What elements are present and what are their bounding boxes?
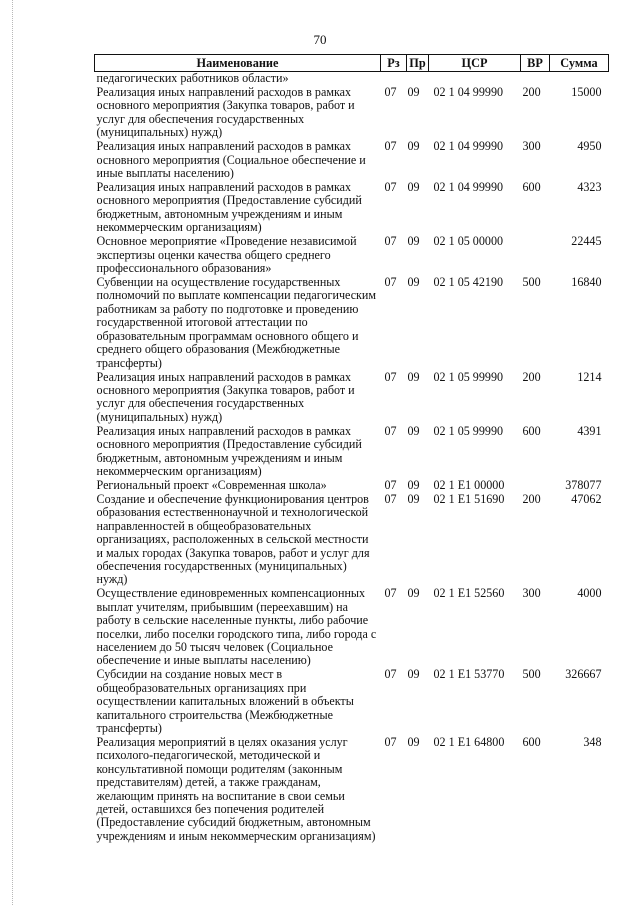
row-csr: 02 1 E1 51690 — [433, 491, 505, 506]
header-name: Наименование — [95, 55, 381, 72]
page-number: 70 — [313, 32, 327, 47]
row-rz — [381, 72, 407, 87]
row-vr: 600 — [522, 735, 541, 750]
row-vr: 300 — [522, 139, 541, 154]
row-csr: 02 1 05 99990 — [433, 423, 504, 438]
table-row — [95, 235, 609, 276]
row-csr: 02 1 E1 52560 — [433, 586, 505, 601]
row-csr: 02 1 E1 00000 — [433, 477, 505, 492]
row-pr: 09 — [407, 423, 420, 438]
header-pr: Пр — [407, 55, 429, 72]
table-row — [95, 425, 609, 479]
row-vr — [521, 235, 550, 276]
row-sum: 4950 — [577, 139, 602, 154]
row-sum: 4323 — [577, 180, 602, 195]
table-row — [95, 140, 609, 181]
row-pr: 09 — [407, 667, 420, 682]
row-pr: 09 — [407, 491, 420, 506]
row-vr: 500 — [522, 667, 541, 682]
row-sum: 348 — [583, 735, 602, 750]
row-name: Субвенции на осуществление государственных полномочий по выплате компенсации педагогическим работникам за работу по подготовке и проведению государственной итоговой аттестации по образовательным программам основного общего и среднего общего образования (Межбюджетные трансферты) — [96, 275, 377, 370]
row-sum: 326667 — [565, 667, 602, 682]
row-name: Реализация иных направлений расходов в рамках основного мероприятия (Закупка товаров, работ и услуг для обеспечения государственных (муниципальных) нужд) — [96, 369, 355, 424]
row-sum — [550, 72, 609, 87]
table-row — [95, 181, 609, 235]
row-rz: 07 — [384, 735, 397, 750]
row-name: Осуществление единовременных компенсационных выплат учителям, прибывшим (переехавшим) на работу в сельские населенные пункты, либо рабочие поселки, либо поселки городского типа, либо города с населением до 50 тысяч человек (Социальное обеспечение и иные выплаты населению) — [96, 586, 377, 668]
budget-table — [94, 54, 609, 844]
row-sum: 378077 — [565, 477, 602, 492]
header-vr: ВР — [521, 55, 550, 72]
table-row — [95, 276, 609, 370]
table-row — [95, 72, 609, 87]
table-body — [95, 72, 609, 844]
row-pr: 09 — [407, 586, 420, 601]
row-csr: 02 1 04 99990 — [433, 85, 504, 99]
row-name: Основное мероприятие «Проведение независимой экспертизы оценки качества общего среднего профессионального образования» — [96, 234, 357, 276]
row-pr: 09 — [407, 85, 420, 99]
row-rz: 07 — [384, 85, 397, 99]
row-rz: 07 — [384, 275, 397, 290]
row-sum: 15000 — [571, 85, 602, 99]
row-vr: 500 — [522, 275, 541, 290]
row-pr: 09 — [407, 275, 420, 290]
table-row — [95, 371, 609, 425]
table-row — [95, 587, 609, 668]
row-sum: 4391 — [577, 423, 602, 438]
table-row — [95, 86, 609, 140]
table-header — [95, 55, 609, 72]
row-csr: 02 1 E1 53770 — [433, 667, 505, 682]
scan-left-edge — [12, 0, 13, 905]
row-pr: 09 — [407, 139, 420, 154]
row-vr: 200 — [522, 85, 541, 99]
row-name: Региональный проект «Современная школа» — [96, 477, 327, 492]
row-sum: 4000 — [577, 586, 602, 601]
row-sum: 22445 — [571, 234, 602, 249]
row-vr: 200 — [522, 369, 541, 384]
row-sum: 47062 — [571, 491, 602, 506]
row-pr: 09 — [407, 477, 420, 492]
row-vr: 200 — [522, 491, 541, 506]
row-vr — [521, 479, 550, 493]
row-pr: 09 — [407, 234, 420, 249]
row-vr: 600 — [522, 423, 541, 438]
row-name: Реализация иных направлений расходов в рамках основного мероприятия (Предоставление субсидий бюджетным, автономным учреждениям и иным некоммерческим организациям) — [96, 423, 362, 478]
table-row — [95, 736, 609, 844]
row-sum: 1214 — [577, 369, 602, 384]
row-name: Реализация иных направлений расходов в рамках основного мероприятия (Социальное обеспечение и иные выплаты населению) — [96, 139, 366, 181]
row-pr: 09 — [407, 180, 420, 195]
row-csr: 02 1 05 00000 — [433, 234, 504, 249]
row-rz: 07 — [384, 667, 397, 682]
row-name: Субсидии на создание новых мест в общеобразовательных организациях при осуществлении капитальных вложений в объекты капитального строительства (Межбюджетные трансферты) — [96, 667, 354, 736]
row-pr: 09 — [407, 369, 420, 384]
table-row — [95, 668, 609, 736]
row-vr: 300 — [522, 586, 541, 601]
row-name: Реализация мероприятий в целях оказания услуг психолого-педагогической, методической и консультативной помощи родителям (законным представителям) детей, а также гражданам, желающим принять на воспитание в свои семьи детей, оставшихся без попечения родителей (Предоставление субсидий бюджетным, автономным учреждениям и иным некоммерческим организациям) — [96, 735, 376, 843]
row-name: Реализация иных направлений расходов в рамках основного мероприятия (Закупка товаров, работ и услуг для обеспечения государственных (муниципальных) нужд) — [96, 85, 355, 140]
row-csr — [429, 72, 521, 87]
row-vr — [521, 72, 550, 87]
row-csr: 02 1 05 99990 — [433, 369, 504, 384]
row-rz: 07 — [384, 180, 397, 195]
row-rz: 07 — [384, 423, 397, 438]
row-rz: 07 — [384, 586, 397, 601]
header-csr: ЦСР — [429, 55, 521, 72]
row-rz: 07 — [384, 369, 397, 384]
row-sum: 16840 — [571, 275, 602, 290]
row-rz: 07 — [384, 491, 397, 506]
row-csr: 02 1 04 99990 — [433, 139, 504, 154]
row-rz: 07 — [384, 234, 397, 249]
row-csr: 02 1 E1 64800 — [433, 735, 505, 750]
header-sum: Сумма — [550, 55, 609, 72]
table-row — [95, 493, 609, 587]
row-pr: 09 — [407, 735, 420, 750]
row-vr: 600 — [522, 180, 541, 195]
row-name: педагогических работников области» — [96, 71, 289, 85]
row-name: Создание и обеспечение функционирования центров образования естественнонаучной и технологической направленностей в общеобразовательных организациях, расположенных в сельской местности и малых городах (Закупка товаров, работ и услуг для обеспечения государственных (муниципальных) нужд) — [96, 491, 370, 587]
row-name: Реализация иных направлений расходов в рамках основного мероприятия (Предоставление субсидий бюджетным, автономным учреждениям и иным некоммерческим организациям) — [96, 180, 362, 235]
header-row — [95, 55, 609, 72]
row-csr: 02 1 05 42190 — [433, 275, 504, 290]
header-rz: Рз — [381, 55, 407, 72]
row-csr: 02 1 04 99990 — [433, 180, 504, 195]
row-rz: 07 — [384, 139, 397, 154]
row-rz: 07 — [384, 477, 397, 492]
table-row — [95, 479, 609, 493]
row-pr — [407, 72, 429, 87]
